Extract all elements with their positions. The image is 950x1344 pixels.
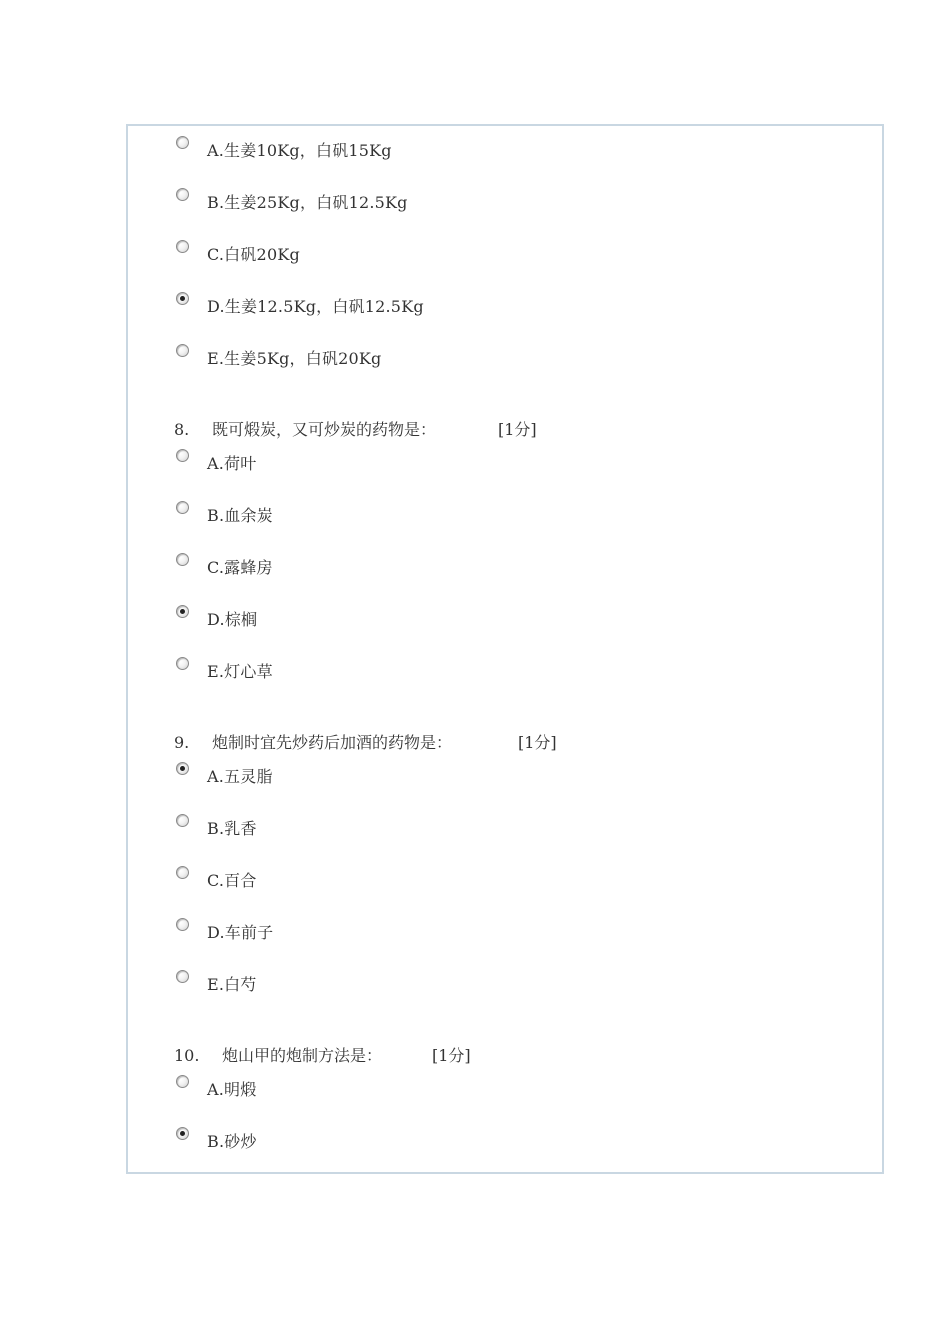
q7-option-b-label: B.生姜25Kg，白矾12.5Kg <box>207 193 408 212</box>
q9-option-a-label: A.五灵脂 <box>207 767 273 786</box>
q7-option-a-label: A.生姜10Kg，白矾15Kg <box>207 141 392 160</box>
q7-option-b-radio[interactable] <box>176 188 189 201</box>
q7-option-c[interactable] <box>176 240 300 270</box>
q10-option-b-radio[interactable] <box>176 1127 189 1140</box>
q8-option-c-radio[interactable] <box>176 553 189 566</box>
q7-option-d-label: D.生姜12.5Kg，白矾12.5Kg <box>207 297 424 316</box>
q10-option-b[interactable] <box>176 1127 257 1157</box>
q7-option-e[interactable] <box>176 344 382 374</box>
q7-option-a-radio[interactable] <box>176 136 189 149</box>
q9-option-c-radio[interactable] <box>176 866 189 879</box>
q8-option-c-label: C.露蜂房 <box>207 558 273 577</box>
q9-text: 炮制时宜先炒药后加酒的药物是： <box>212 733 453 752</box>
q10-question <box>174 1046 471 1066</box>
q10-option-a-radio[interactable] <box>176 1075 189 1088</box>
quiz-panel <box>126 124 884 1174</box>
q9-option-d[interactable] <box>176 918 273 948</box>
q8-option-a-radio[interactable] <box>176 449 189 462</box>
q7-option-a[interactable] <box>176 136 392 166</box>
q8-option-e-label: E.灯心草 <box>207 662 273 681</box>
q9-option-e-radio[interactable] <box>176 970 189 983</box>
q7-option-d-radio[interactable] <box>176 292 189 305</box>
q9-question <box>174 733 557 753</box>
q8-question <box>174 420 537 440</box>
q9-option-c-label: C.百合 <box>207 871 257 890</box>
q8-option-d[interactable] <box>176 605 257 635</box>
q9-option-e-label: E.白芍 <box>207 975 257 994</box>
q8-option-e[interactable] <box>176 657 273 687</box>
q8-option-b[interactable] <box>176 501 273 531</box>
q8-option-b-radio[interactable] <box>176 501 189 514</box>
q8-option-a-label: A.荷叶 <box>207 454 257 473</box>
q7-option-e-radio[interactable] <box>176 344 189 357</box>
q8-option-a[interactable] <box>176 449 256 479</box>
q9-score: [1分] <box>518 733 557 752</box>
q9-number: 9. <box>174 733 190 752</box>
q9-option-a-radio[interactable] <box>176 762 189 775</box>
q8-option-c[interactable] <box>176 553 273 583</box>
q9-option-a[interactable] <box>176 762 273 792</box>
q8-text: 既可煅炭，又可炒炭的药物是： <box>212 420 437 439</box>
q9-option-d-label: D.车前子 <box>207 923 274 942</box>
q8-option-e-radio[interactable] <box>176 657 189 670</box>
q10-score: [1分] <box>432 1046 471 1065</box>
q10-option-a[interactable] <box>176 1075 256 1105</box>
q9-option-b[interactable] <box>176 814 257 844</box>
q7-option-c-label: C.白矾20Kg <box>207 245 300 264</box>
q9-option-d-radio[interactable] <box>176 918 189 931</box>
q9-option-b-label: B.乳香 <box>207 819 257 838</box>
q8-option-d-radio[interactable] <box>176 605 189 618</box>
q8-score: [1分] <box>498 420 537 439</box>
q7-option-e-label: E.生姜5Kg，白矾20Kg <box>207 349 382 368</box>
q7-option-c-radio[interactable] <box>176 240 189 253</box>
q9-option-c[interactable] <box>176 866 257 896</box>
q8-option-b-label: B.血余炭 <box>207 506 273 525</box>
q9-option-b-radio[interactable] <box>176 814 189 827</box>
q8-number: 8. <box>174 420 190 439</box>
q10-text: 炮山甲的炮制方法是： <box>222 1046 383 1065</box>
q10-option-b-label: B.砂炒 <box>207 1132 257 1151</box>
q10-number: 10. <box>174 1046 200 1065</box>
q7-option-d[interactable] <box>176 292 424 322</box>
q10-option-a-label: A.明煅 <box>207 1080 257 1099</box>
q9-option-e[interactable] <box>176 970 257 1000</box>
q7-option-b[interactable] <box>176 188 408 218</box>
q8-option-d-label: D.棕榈 <box>207 610 258 629</box>
